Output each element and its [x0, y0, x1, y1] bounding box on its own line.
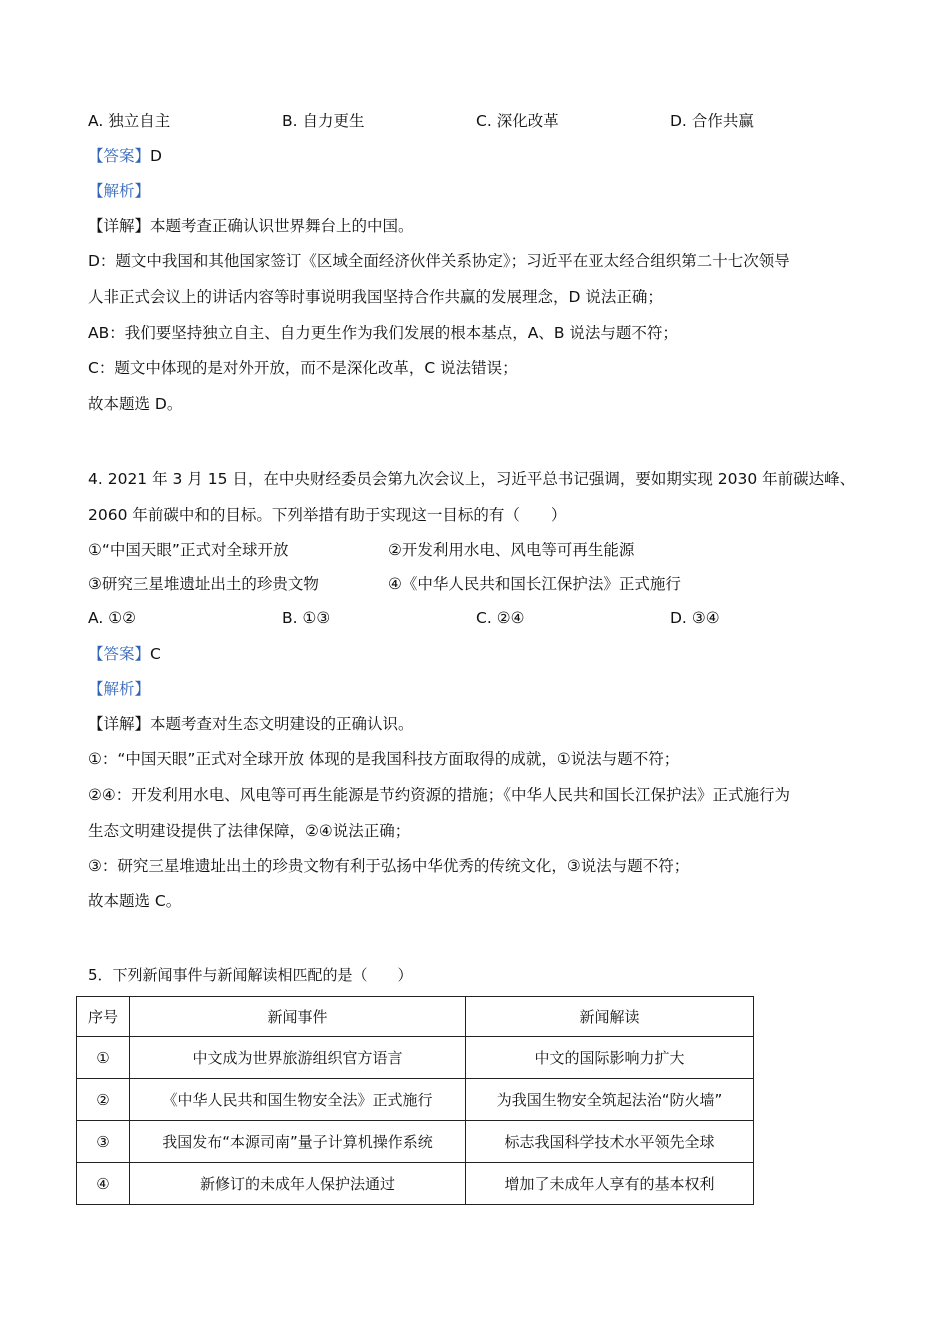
q5-stem: 5．下列新闻事件与新闻解读相匹配的是（ ） [88, 966, 413, 984]
q4-item-4: ④《中华人民共和国长江保护法》正式施行 [388, 575, 681, 593]
q4-item-1: ①“中国天眼”正式对全球开放 [88, 541, 289, 559]
table-row [77, 1037, 754, 1079]
q3-analysis-tag: 【解析】 [88, 182, 151, 200]
q4-answer: 【答案】C [88, 645, 161, 663]
answer-tag: 【答案】 [88, 147, 151, 165]
row-index: ① [77, 1037, 130, 1079]
row-index: ② [77, 1079, 130, 1121]
q4-detail: 【详解】本题考查对生态文明建设的正确认识。 [88, 715, 414, 733]
q4-stem: 4. 2021 年 3 月 15 日，在中央财经委员会第九次会议上，习近平总书记强调，要如期实现 2030 年前碳达峰、 [88, 470, 856, 488]
answer-tag: 【答案】 [88, 645, 151, 663]
header-event: 新闻事件 [130, 997, 466, 1037]
q3-option-a: A. 独立自主 [88, 112, 171, 130]
row-interpretation: 中文的国际影响力扩大 [466, 1037, 754, 1079]
q4-explanation-line: 生态文明建设提供了法律保障，②④说法正确； [88, 822, 411, 840]
row-interpretation: 标志我国科学技术水平领先全球 [466, 1121, 754, 1163]
row-interpretation: 为我国生物安全筑起法治“防火墙” [466, 1079, 754, 1121]
q3-explanation-line: D：题文中我国和其他国家签订《区域全面经济伙伴关系协定》；习近平在亚太经合组织第二十七次领导 [88, 252, 790, 270]
q4-option-b: B. ①③ [282, 609, 331, 627]
q4-explanation-line: ①：“中国天眼”正式对全球开放 体现的是我国科技方面取得的成就，①说法与题不符； [88, 750, 680, 768]
q4-explanation-line: ②④：开发利用水电、风电等可再生能源是节约资源的措施；《中华人民共和国长江保护法》正式施行为 [88, 786, 791, 804]
row-event: 《中华人民共和国生物安全法》正式施行 [130, 1079, 466, 1121]
row-index: ③ [77, 1121, 130, 1163]
q4-option-a: A. ①② [88, 609, 136, 627]
q4-conclusion: 故本题选 C。 [88, 892, 182, 910]
q3-explanation-line: AB：我们要坚持独立自主、自力更生作为我们发展的根本基点，A、B 说法与题不符； [88, 324, 678, 342]
row-event: 中文成为世界旅游组织官方语言 [130, 1037, 466, 1079]
table-header-row [77, 997, 754, 1037]
header-interpretation: 新闻解读 [466, 997, 754, 1037]
q3-answer: 【答案】D [88, 147, 162, 165]
table-row [77, 1121, 754, 1163]
q3-detail: 【详解】本题考查正确认识世界舞台上的中国。 [88, 217, 414, 235]
q3-conclusion: 故本题选 D。 [88, 395, 183, 413]
row-event: 新修订的未成年人保护法通过 [130, 1163, 466, 1205]
q3-explanation-line: 人非正式会议上的讲话内容等时事说明我国坚持合作共赢的发展理念，D 说法正确； [88, 288, 663, 306]
q4-item-2: ②开发利用水电、风电等可再生能源 [388, 541, 635, 559]
q3-option-c: C. 深化改革 [476, 112, 559, 130]
row-event: 我国发布“本源司南”量子计算机操作系统 [130, 1121, 466, 1163]
q3-option-b: B. 自力更生 [282, 112, 365, 130]
row-interpretation: 增加了未成年人享有的基本权利 [466, 1163, 754, 1205]
q4-analysis-tag: 【解析】 [88, 680, 151, 698]
q4-stem-continued: 2060 年前碳中和的目标。下列举措有助于实现这一目标的有（ ） [88, 506, 567, 524]
q4-option-d: D. ③④ [670, 609, 720, 627]
news-table [76, 996, 754, 1205]
q3-explanation-line: C：题文中体现的是对外开放，而不是深化改革，C 说法错误； [88, 359, 518, 377]
table-row [77, 1163, 754, 1205]
q4-item-3: ③研究三星堆遗址出土的珍贵文物 [88, 575, 319, 593]
row-index: ④ [77, 1163, 130, 1205]
table-row [77, 1079, 754, 1121]
q4-explanation-line: ③：研究三星堆遗址出土的珍贵文物有利于弘扬中华优秀的传统文化，③说法与题不符； [88, 857, 690, 875]
q4-option-c: C. ②④ [476, 609, 525, 627]
header-index: 序号 [77, 997, 130, 1037]
q3-option-d: D. 合作共赢 [670, 112, 754, 130]
